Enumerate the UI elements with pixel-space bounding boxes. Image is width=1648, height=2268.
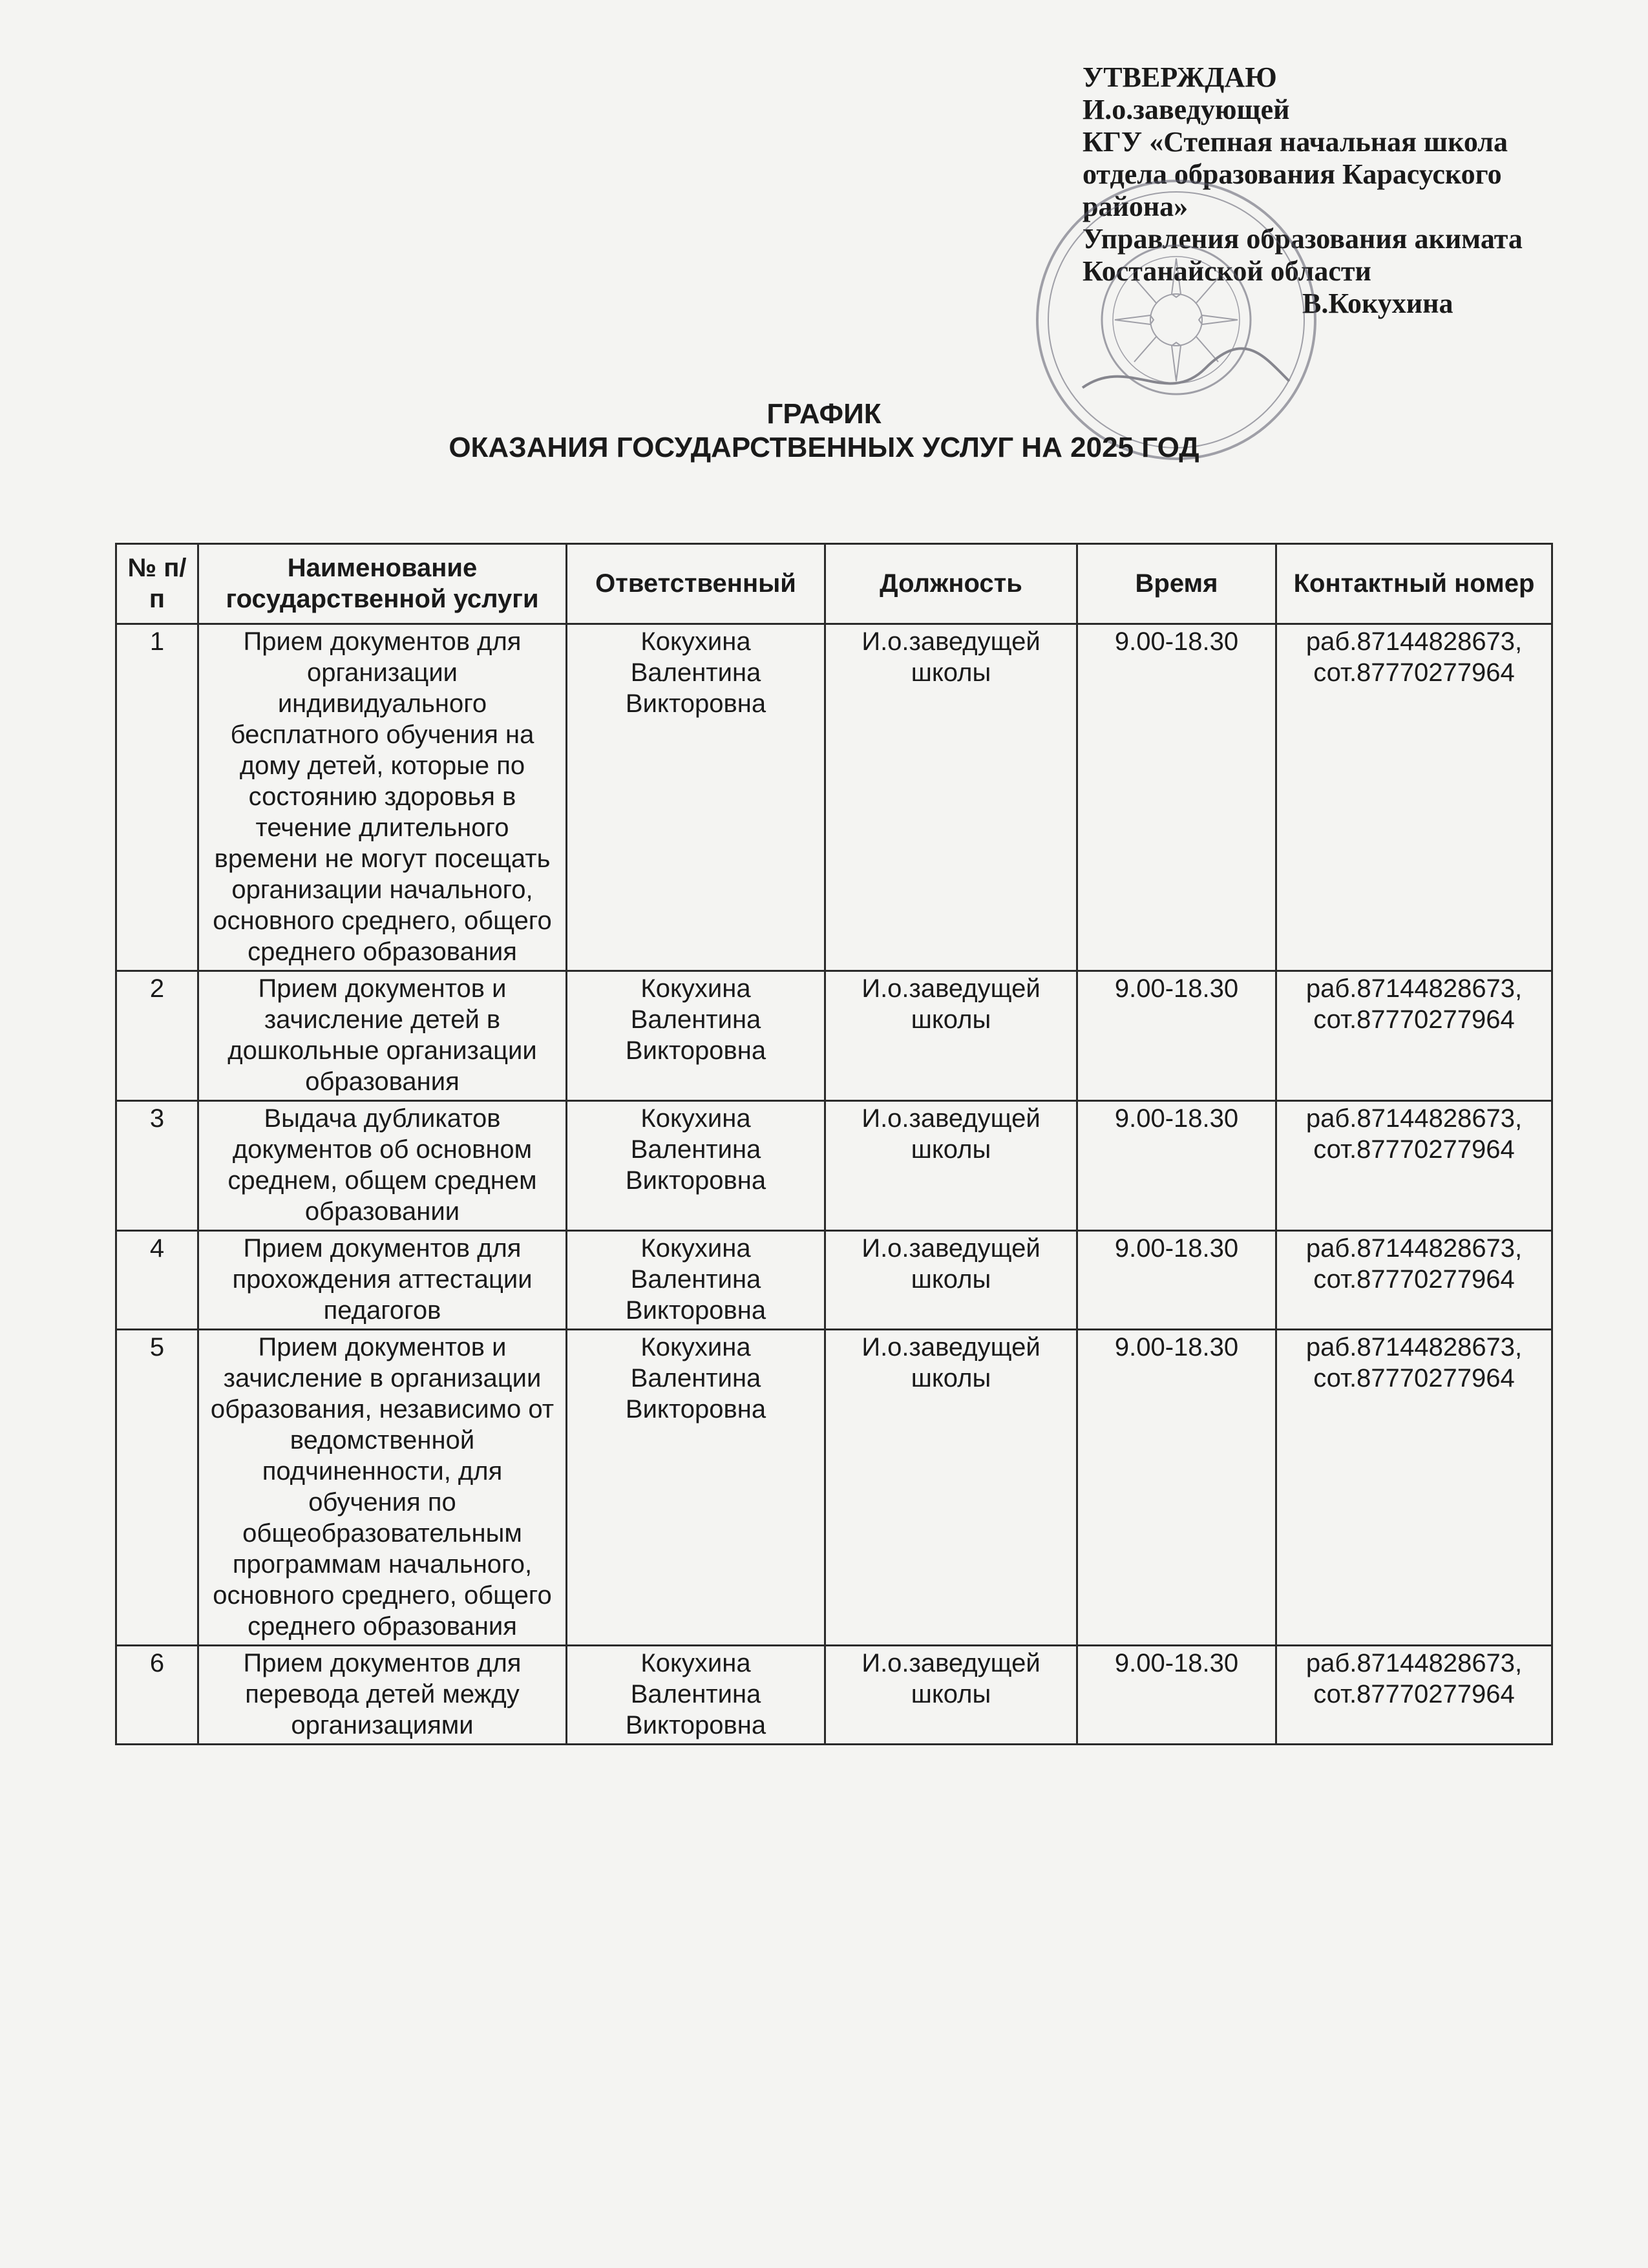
row-position: И.о.заведущей школы — [825, 1101, 1077, 1231]
title-line-1: ГРАФИК — [766, 398, 882, 430]
approval-org-line-5: Костанайской области — [1083, 255, 1371, 287]
row-num: 5 — [116, 1330, 198, 1646]
row-time: 9.00-18.30 — [1077, 624, 1276, 971]
row-contact: раб.87144828673, сот.87770277964 — [1276, 1330, 1552, 1646]
table-row — [116, 1646, 1552, 1745]
row-responsible: Кокухина Валентина Викторовна — [567, 1101, 825, 1231]
approval-position: И.о.заведующей — [1083, 94, 1290, 125]
services-table — [115, 543, 1553, 1745]
row-service: Прием документов для перевода детей между организациями — [198, 1646, 567, 1745]
approval-block — [1083, 61, 1600, 320]
table-row — [116, 971, 1552, 1101]
row-service: Выдача дубликатов документов об основном среднем, общем среднем образовании — [198, 1101, 567, 1231]
row-time: 9.00-18.30 — [1077, 1646, 1276, 1745]
row-num: 2 — [116, 971, 198, 1101]
row-num: 6 — [116, 1646, 198, 1745]
approval-org-line-1: КГУ «Степная начальная школа — [1083, 126, 1508, 158]
row-contact: раб.87144828673, сот.87770277964 — [1276, 624, 1552, 971]
row-time: 9.00-18.30 — [1077, 1330, 1276, 1646]
row-responsible: Кокухина Валентина Викторовна — [567, 971, 825, 1101]
row-contact: раб.87144828673, сот.87770277964 — [1276, 971, 1552, 1101]
approval-org-line-4: Управления образования акимата — [1083, 223, 1523, 255]
row-position: И.о.заведущей школы — [825, 1330, 1077, 1646]
header-contact: Контактный номер — [1276, 544, 1552, 624]
approval-heading: УТВЕРЖДАЮ — [1083, 61, 1277, 93]
table-header-row — [116, 544, 1552, 624]
row-time: 9.00-18.30 — [1077, 971, 1276, 1101]
table-row — [116, 1330, 1552, 1646]
row-contact: раб.87144828673, сот.87770277964 — [1276, 1231, 1552, 1330]
approval-org-line-3: района» — [1083, 191, 1188, 222]
header-responsible: Ответственный — [567, 544, 825, 624]
row-service: Прием документов и зачисление в организации образования, независимо от ведомственной подчиненности, для обучения по общеобразовательным программам начального, основного среднего, общего среднего образования — [198, 1330, 567, 1646]
row-position: И.о.заведущей школы — [825, 624, 1077, 971]
header-position: Должность — [825, 544, 1077, 624]
row-time: 9.00-18.30 — [1077, 1231, 1276, 1330]
row-responsible: Кокухина Валентина Викторовна — [567, 1231, 825, 1330]
row-num: 1 — [116, 624, 198, 971]
row-responsible: Кокухина Валентина Викторовна — [567, 1330, 825, 1646]
row-position: И.о.заведущей школы — [825, 1646, 1077, 1745]
approval-org-line-2: отдела образования Карасуского — [1083, 158, 1502, 190]
row-service: Прием документов для прохождения аттестации педагогов — [198, 1231, 567, 1330]
row-position: И.о.заведущей школы — [825, 1231, 1077, 1330]
approval-signature-name: В.Кокухина — [1302, 288, 1453, 319]
table-row — [116, 1101, 1552, 1231]
row-responsible: Кокухина Валентина Викторовна — [567, 624, 825, 971]
row-position: И.о.заведущей школы — [825, 971, 1077, 1101]
row-responsible: Кокухина Валентина Викторовна — [567, 1646, 825, 1745]
table-row — [116, 1231, 1552, 1330]
title-line-2: ОКАЗАНИЯ ГОСУДАРСТВЕННЫХ УСЛУГ НА 2025 ГОД — [449, 432, 1199, 463]
row-time: 9.00-18.30 — [1077, 1101, 1276, 1231]
row-num: 3 — [116, 1101, 198, 1231]
row-service: Прием документов для организации индивидуального бесплатного обучения на дому детей, которые по состоянию здоровья в течение длительного времени не могут посещать организации начального, основного среднего, общего среднего образования — [198, 624, 567, 971]
row-contact: раб.87144828673, сот.87770277964 — [1276, 1101, 1552, 1231]
table-row — [116, 624, 1552, 971]
header-time: Время — [1077, 544, 1276, 624]
row-service: Прием документов и зачисление детей в дошкольные организации образования — [198, 971, 567, 1101]
row-num: 4 — [116, 1231, 198, 1330]
row-contact: раб.87144828673, сот.87770277964 — [1276, 1646, 1552, 1745]
document-title — [0, 397, 1648, 465]
header-num: № п/п — [116, 544, 198, 624]
header-service: Наименование государственной услуги — [198, 544, 567, 624]
